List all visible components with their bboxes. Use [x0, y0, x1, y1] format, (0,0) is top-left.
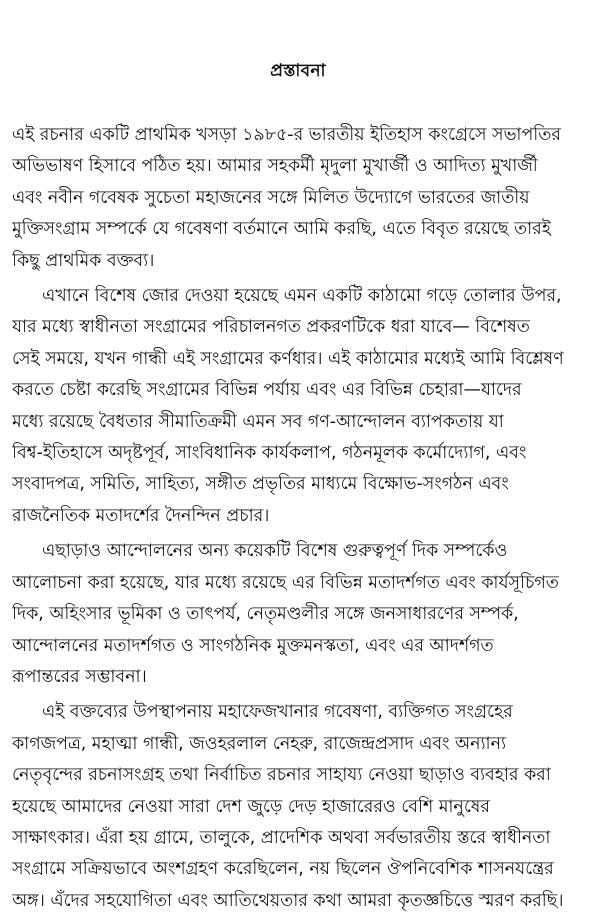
text-line: এই বক্তব্যের উপস্থাপনায় মহাফেজখানার গবেষণা, ব্যক্তিগত সংগ্রহের [42, 702, 513, 723]
text-line: সাক্ষাৎকার। এঁরা হয় গ্রামে, তালুকে, প্রাদেশিক অথবা সর্বভারতীয় স্তরে স্বাধীনতা [12, 827, 551, 848]
text-line: দিক, অহিংসার ভূমিকা ও তাৎপর্য, নেতৃমণ্ডলীর সঙ্গে জনসাধারণের সম্পর্ক, [12, 604, 519, 625]
paragraph-1 [12, 120, 584, 277]
text-line: এই রচনার একটি প্রাথমিক খসড়া ১৯৮৫-র ভারতীয় ইতিহাস কংগ্রেসে সভাপতির [12, 125, 561, 145]
text-line: যার মধ্যে স্বাধীনতা সংগ্রামের পরিচালনগত প্রকরণটিকে ধরা যাবে— বিশেষত [12, 317, 530, 338]
paragraph-2 [12, 281, 584, 532]
text-line: সেই সময়ে, যখন গান্ধী এই সংগ্রামের কর্ণধার। এই কাঠামোর মধ্যেই আমি বিশ্লেষণ [12, 348, 564, 369]
paragraph-4 [12, 697, 584, 917]
text-line: মধ্যে রয়েছে বৈধতার সীমাতিক্রমী এমন সব গণ-আন্দোলন ব্যাপকতায় যা [12, 411, 504, 432]
text-line: বিশ্ব-ইতিহাসে অদৃষ্টপূর্ব, সাংবিধানিক কার্যকলাপ, গঠনমূলক কর্মোদ্যোগ, এবং [12, 443, 527, 464]
text-line: মুক্তিসংগ্রাম সম্পর্কে যে গবেষণা বর্তমানে আমি করছি, এতে বিবৃত রয়েছে তারই [12, 219, 551, 240]
text-line: সংবাদপত্র, সমিতি, সাহিত্য, সঙ্গীত প্রভৃতির মাধ্যমে বিক্ষোভ-সংগঠন এবং [12, 474, 509, 495]
page-title: প্রস্তাবনা [270, 61, 326, 81]
text-line: এবং নবীন গবেষক সুচেতা মহাজনের সঙ্গে মিলিত উদ্যোগে ভারতের জাতীয় [12, 187, 530, 208]
text-line: কিছু প্রাথমিক বক্তব্য। [12, 250, 155, 271]
text-line: নেতৃবৃন্দের রচনাসংগ্রহ তথা নির্বাচিত রচনার সাহায্য নেওয়া ছাড়াও ব্যবহার করা [12, 765, 551, 786]
text-line: অভিভাষণ হিসাবে পঠিত হয়। আমার সহকর্মী মৃদুলা মুখার্জী ও আদিত্য মুখার্জী [12, 156, 538, 177]
text-line: আন্দোলনের মতাদর্শগত ও সাংগঠনিক মুক্তমনস্কতা, এবং এর আদর্শগত [12, 635, 494, 656]
text-line: কাগজপত্র, মহাত্মা গান্ধী, জওহরলাল নেহরু, রাজেন্দ্রপ্রসাদ এবং অন্যান্য [12, 733, 507, 754]
text-line: সংগ্রামে সক্রিয়ভাবে অংশগ্রহণ করেছিলেন, নয় ছিলেন ঔপনিবেশিক শাসনযন্ত্রের [12, 859, 554, 880]
text-line: অঙ্গ। এঁদের সহযোগিতা এবং আতিথেয়তার কথা আমরা কৃতজ্ঞচিত্তে স্মরণ করছি। [12, 890, 564, 911]
text-line: এছাড়াও আন্দোলনের অন্য কয়েকটি বিশেষ গুরুত্বপূর্ণ দিক সম্পর্কেও [42, 541, 508, 562]
text-line: রূপান্তরের সম্ভাবনা। [12, 666, 147, 687]
text-line: আলোচনা করা হয়েছে, যার মধ্যে রয়েছে এর বিভিন্ন মতাদর্শগত এবং কার্যসূচিগত [12, 572, 559, 593]
text-line: হয়েছে আমাদের নেওয়া সারা দেশ জুড়ে দেড় হাজারেরও বেশি মানুষের [12, 796, 490, 817]
paragraph-3 [12, 536, 584, 693]
text-line: এখানে বিশেষ জোর দেওয়া হয়েছে এমন একটি কাঠামো গড়ে তোলার উপর, [42, 286, 562, 307]
text-line: করতে চেষ্টা করেছি সংগ্রামের বিভিন্ন পর্যায় এবং এর বিভিন্ন চেহারা—যাদের [12, 380, 522, 401]
text-line: রাজনৈতিক মতাদর্শের দৈনন্দিন প্রচার। [12, 505, 270, 526]
